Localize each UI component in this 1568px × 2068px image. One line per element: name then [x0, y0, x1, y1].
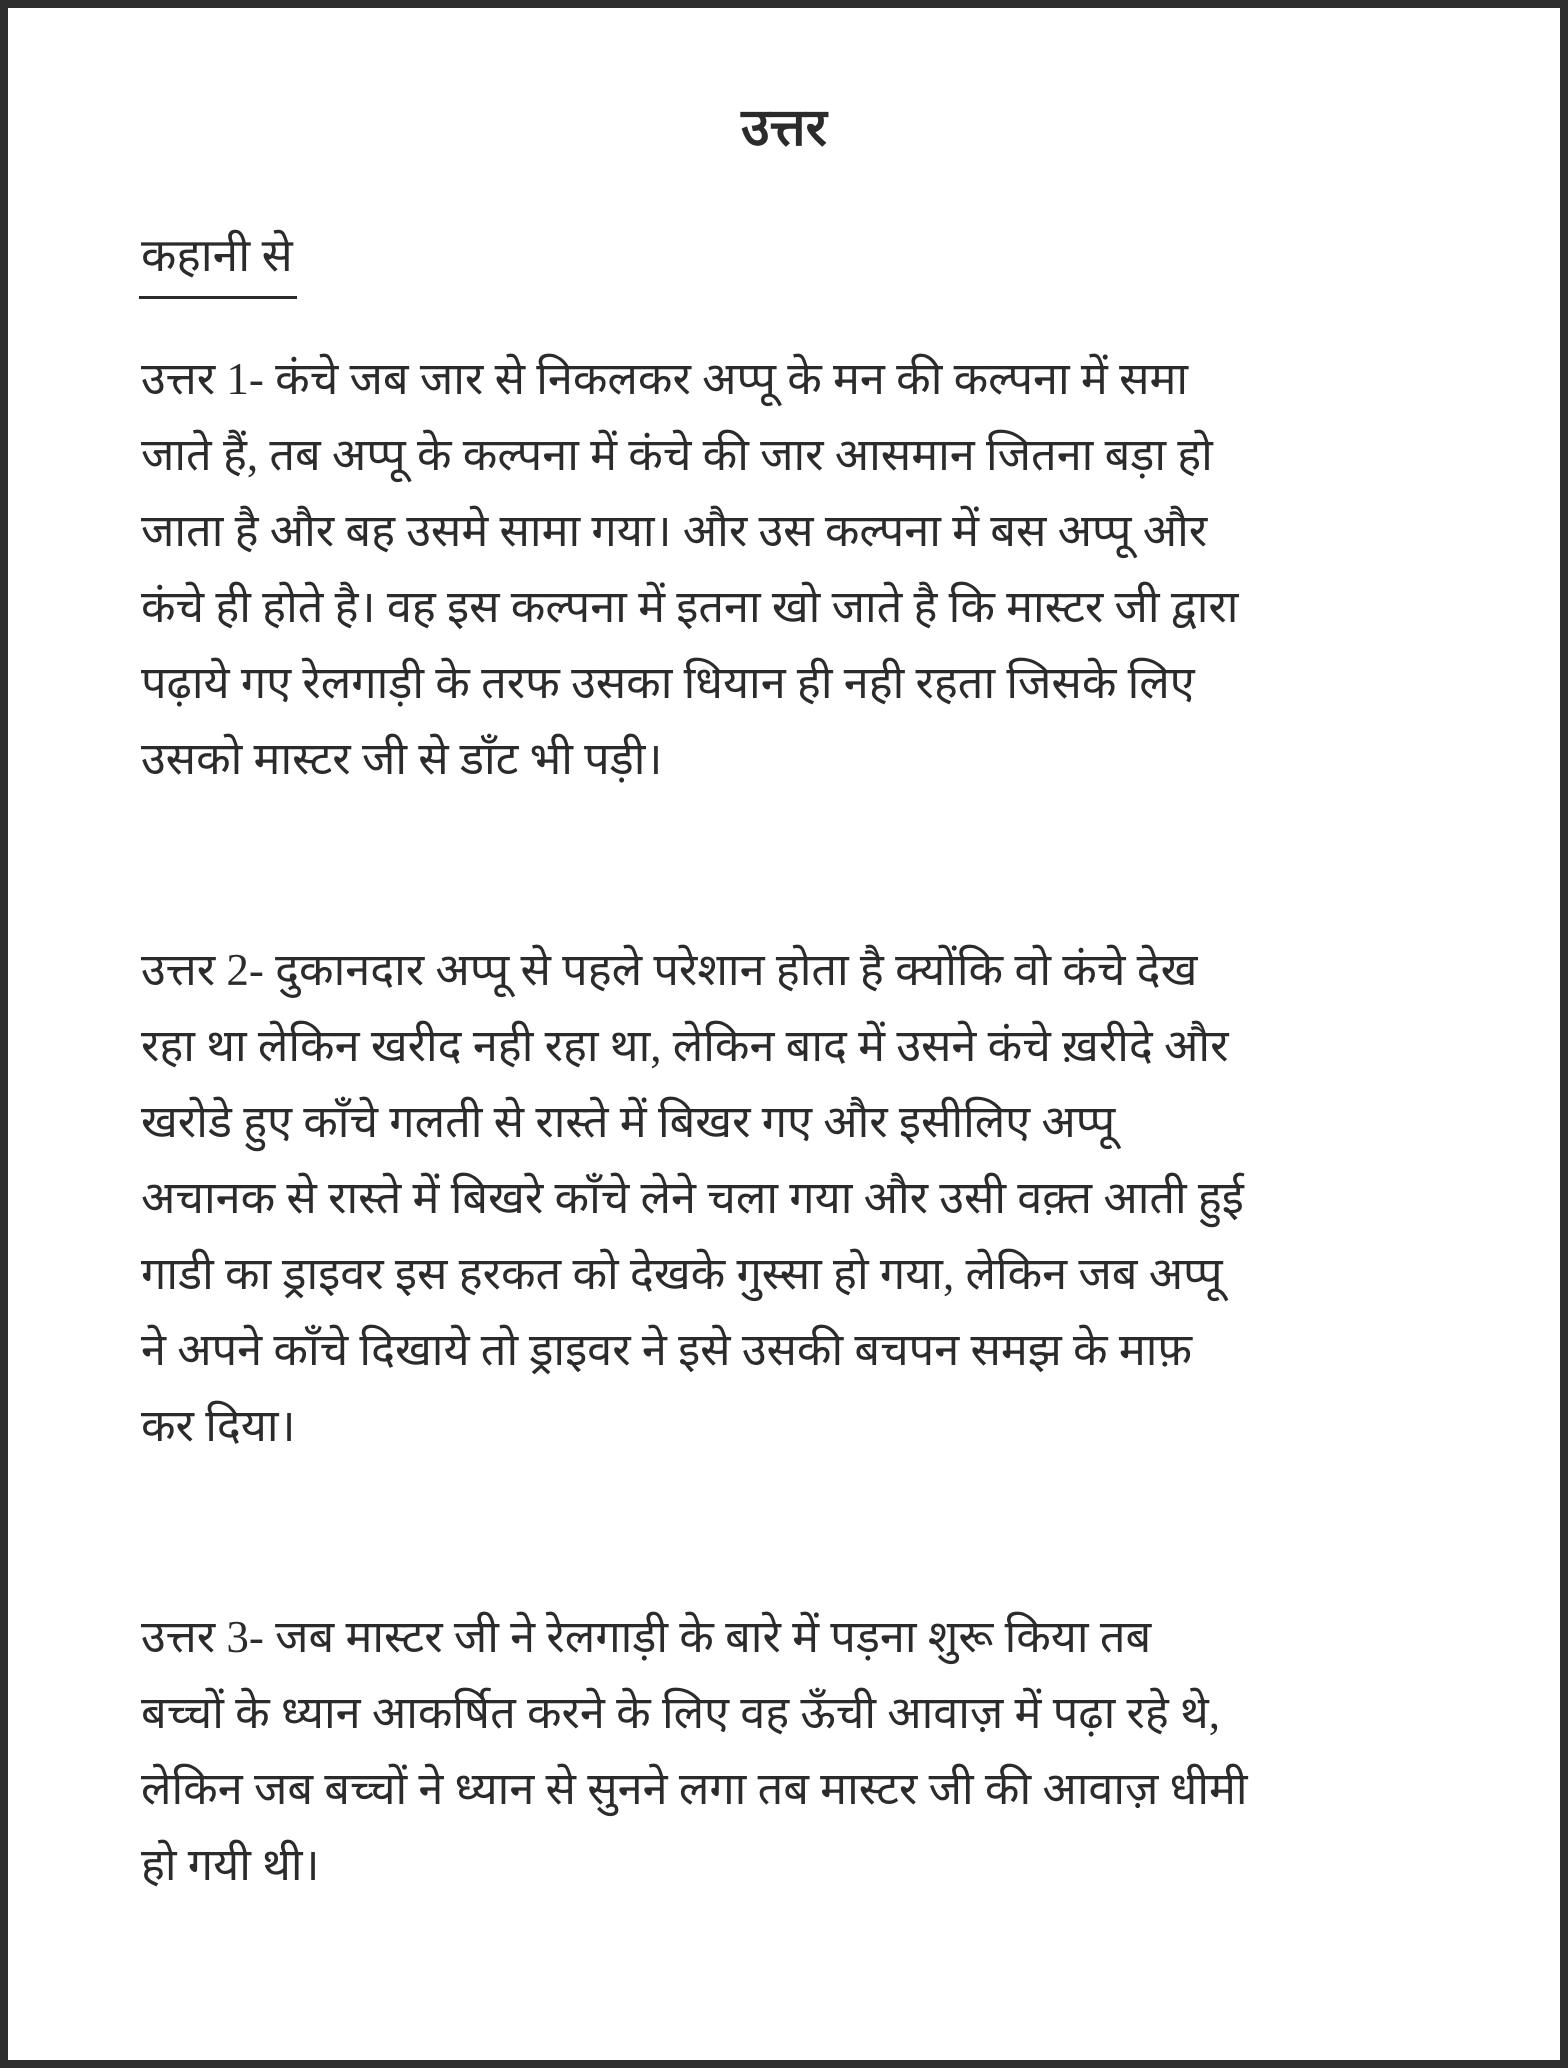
text-line: उसको मास्टर जी से डाँट भी पड़ी।: [141, 734, 663, 784]
text-line: खरोडे हुए काँचे गलती से रास्ते में बिखर गए और इसीलिए अप्पू: [141, 1097, 1116, 1147]
section-heading-row: [141, 218, 1410, 299]
text-line: पढ़ाये गए रेलगाड़ी के तरफ उसका धियान ही नही रहता जिसके लिए: [141, 658, 1195, 708]
text-line: उत्तर 2- दुकानदार अप्पू से पहले परेशान होता है क्योंकि वो कंचे देख: [141, 945, 1198, 995]
text-line: उत्तर 1- कंचे जब जार से निकलकर अप्पू के मन की कल्पना में समा: [141, 354, 1189, 404]
text-line: जाते हैं, तब अप्पू के कल्पना में कंचे की जार आसमान जितना बड़ा हो: [141, 430, 1213, 480]
answers-container: [141, 341, 1410, 1903]
text-line: कर दिया।: [141, 1401, 296, 1451]
text-line: रहा था लेकिन खरीद नही रहा था, लेकिन बाद में उसने कंचे ख़रीदे और: [141, 1021, 1229, 1071]
text-line: अचानक से रास्ते में बिखरे काँचे लेने चला गया और उसी वक़्त आती हुई: [141, 1173, 1244, 1223]
answer-paragraph: [141, 932, 1410, 1464]
text-line: उत्तर 3- जब मास्टर जी ने रेलगाड़ी के बारे में पड़ना शुरू किया तब: [141, 1612, 1152, 1662]
text-line: कंचे ही होते है। वह इस कल्पना में इतना खो जाते है कि मास्टर जी द्वारा: [141, 582, 1239, 632]
text-line: हो गयी थी।: [141, 1840, 320, 1890]
text-line: बच्चों के ध्यान आकर्षित करने के लिए वह ऊँची आवाज़ में पढ़ा रहे थे,: [141, 1688, 1221, 1738]
text-line: ने अपने काँचे दिखाये तो ड्राइवर ने इसे उसकी बचपन समझ के माफ़: [141, 1325, 1193, 1375]
section-heading: कहानी से: [139, 218, 297, 299]
answer-paragraph: [141, 1599, 1410, 1903]
text-line: जाता है और बह उसमे सामा गया। और उस कल्पना में बस अप्पू और: [141, 506, 1208, 556]
page-title: उत्तर: [741, 100, 827, 157]
text-line: गाडी का ड्राइवर इस हरकत को देखके गुस्सा हो गया, लेकिन जब अप्पू: [141, 1249, 1223, 1299]
answer-paragraph: [141, 341, 1410, 797]
text-line: लेकिन जब बच्चों ने ध्यान से सुनने लगा तब मास्टर जी की आवाज़ धीमी: [141, 1764, 1248, 1814]
